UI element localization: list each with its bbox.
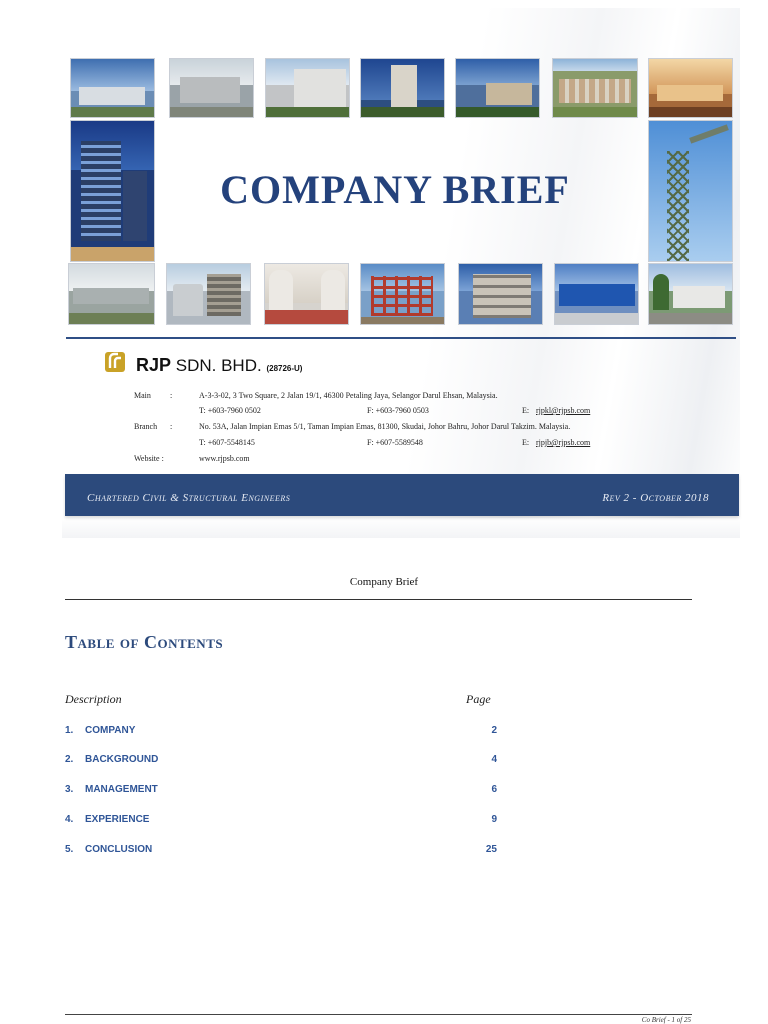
- photo-office-tower: [360, 58, 445, 118]
- branch-tel: T: +607-5548145: [199, 438, 255, 447]
- photo-silos: [166, 263, 251, 325]
- toc-item-number: 2.: [65, 754, 74, 765]
- website-label: Website :: [134, 454, 164, 463]
- page-header: Company Brief: [349, 576, 419, 588]
- toc-item-label[interactable]: EXPERIENCE: [85, 814, 150, 825]
- main-fax: F: +603-7960 0503: [367, 406, 429, 415]
- photo-tank-interior: [264, 263, 349, 325]
- photo-construction-site: [458, 263, 543, 325]
- photo-hilltop-building: [455, 58, 540, 118]
- branch-email-link[interactable]: [536, 438, 590, 447]
- toc-item-label[interactable]: BACKGROUND: [85, 754, 159, 765]
- website-url[interactable]: www.rjpsb.com: [199, 454, 250, 463]
- branch-label: Branch: [134, 422, 158, 431]
- band-revision: Rev 2 - October 2018: [602, 492, 709, 504]
- branch-colon: :: [170, 422, 173, 431]
- toc-item-number: 5.: [65, 844, 74, 855]
- toc-col-page: Page: [466, 692, 491, 706]
- photo-red-steel-frame: [360, 263, 445, 325]
- photo-steel-tower: [648, 120, 733, 262]
- main-tel: T: +603-7960 0502: [199, 406, 261, 415]
- toc-item-label[interactable]: MANAGEMENT: [85, 784, 158, 795]
- branch-email-label: E:: [522, 438, 530, 447]
- company-name-suffix: SDN. BHD.: [175, 356, 262, 375]
- company-name: [136, 355, 302, 376]
- page-footer: Co Brief - 1 of 25: [641, 1016, 691, 1024]
- photo-night-building: [70, 120, 155, 262]
- footer-rule: [65, 1014, 692, 1015]
- toc-item-label[interactable]: CONCLUSION: [85, 844, 153, 855]
- toc-item-page: 4: [491, 754, 497, 765]
- company-reg-no: (28726-U): [266, 364, 303, 373]
- branch-address: No. 53A, Jalan Impian Emas 5/1, Taman Impian Emas, 81300, Skudai, Johor Bahru, Johor Darul Takzim. Malaysia.: [199, 422, 571, 431]
- photo-blue-factory: [554, 263, 639, 325]
- toc-item-number: 4.: [65, 814, 74, 825]
- main-label: Main: [134, 391, 151, 400]
- photo-industrial-yard: [68, 263, 155, 325]
- band-tagline: Chartered Civil & Structural Engineers: [87, 492, 291, 504]
- toc-item-label[interactable]: COMPANY: [85, 725, 136, 736]
- cover-band: [65, 474, 739, 516]
- branch-email[interactable]: rjpjb@rjpsb.com: [536, 438, 591, 447]
- toc-item-page: 2: [491, 725, 497, 736]
- toc-item-number: 3.: [65, 784, 74, 795]
- toc-title: Table of Contents: [65, 632, 224, 652]
- header-rule: [65, 599, 692, 600]
- photo-housing-aerial: [552, 58, 638, 118]
- photo-mall-interior: [648, 58, 733, 118]
- main-address: A-3-3-02, 3 Two Square, 2 Jalan 19/1, 46300 Petaling Jaya, Selangor Darul Ehsan, Malaysia.: [199, 391, 498, 400]
- main-email-label: E:: [522, 406, 530, 415]
- toc-item-page: 25: [485, 844, 497, 855]
- toc-item-number: 1.: [65, 725, 74, 736]
- toc-item-page: 6: [491, 784, 497, 795]
- toc-item-page: 9: [491, 814, 497, 825]
- main-email-link[interactable]: [536, 406, 590, 415]
- toc-col-description: Description: [65, 692, 122, 706]
- main-email[interactable]: rjpkl@rjpsb.com: [536, 406, 591, 415]
- photo-office-trees: [648, 263, 733, 325]
- photo-office-campus: [70, 58, 155, 118]
- company-name-main: RJP: [136, 355, 172, 375]
- company-logo: [104, 350, 128, 374]
- photo-warehouse: [169, 58, 254, 118]
- cover-title: COMPANY BRIEF: [220, 167, 570, 212]
- photo-factory-block: [265, 58, 350, 118]
- cover-divider: [66, 337, 736, 339]
- branch-fax: F: +607-5589548: [367, 438, 423, 447]
- main-colon: :: [170, 391, 173, 400]
